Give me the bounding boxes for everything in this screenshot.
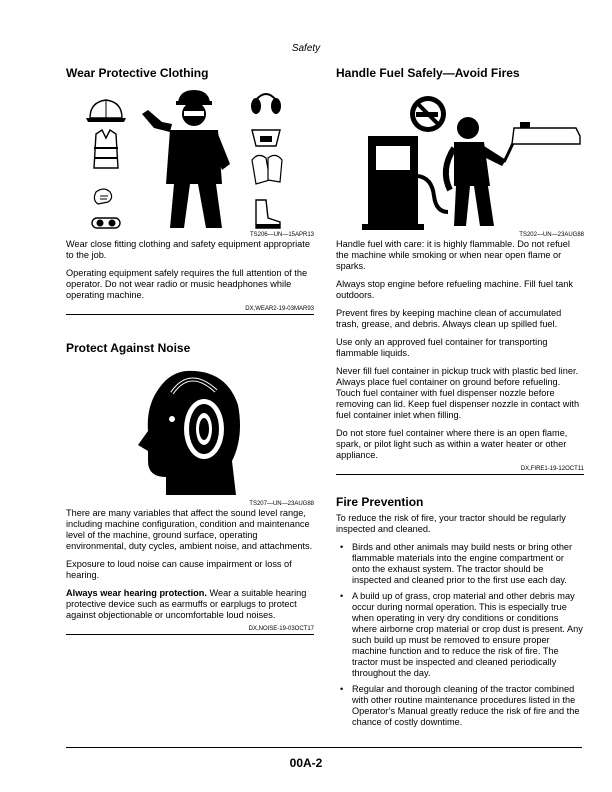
- clothing-title: Wear Protective Clothing: [66, 66, 209, 80]
- emphasis-text: Always wear hearing protection.: [66, 588, 207, 598]
- fuel-tank-icon: [512, 122, 580, 144]
- earmuffs-icon: [251, 94, 281, 114]
- respirator-icon: [252, 130, 280, 146]
- paragraph: Exposure to loud noise can cause impairment or loss of hearing.: [66, 559, 292, 580]
- list-item: • A build up of grass, crop material and other debris may occur during normal operation. This is especially true when operating in very dry conditions or conditions where airborne crop material or crop dust is present. Any such build up must be removed to ensure proper machine function and to reduce the risk of fire. The tractor must be inspected and cleaned periodically throughout the day.: [352, 591, 584, 679]
- figure-caption: TS207—UN—23AUG88: [249, 501, 314, 507]
- clothing-illustration: [66, 88, 314, 239]
- paragraph: Do not store fuel container where there is an open flame, spark, or pilot light such as within a water heater or other appliance.: [336, 428, 568, 460]
- fuel-pump-icon: [362, 136, 448, 230]
- boots-icon: [256, 200, 280, 228]
- paragraph: There are many variables that affect the sound level range, including machine configuration, condition and maintenance level of the machine, ground surface, operating environmental, duty cycles, ambient noise, and attachments.: [66, 508, 313, 551]
- document-code: DX,NOISE-19-03OCT17: [66, 626, 314, 635]
- paragraph: Operating equipment safely requires the full attention of the operator. Do not wear radio or music headphones while operating machine.: [66, 268, 308, 300]
- document-code: DX,WEAR2-19-03MAR93: [66, 306, 314, 315]
- paragraph: Wear close fitting clothing and safety equipment appropriate to the job.: [66, 239, 310, 260]
- no-smoking-icon: [410, 96, 446, 132]
- running-header: Safety: [291, 43, 321, 54]
- paragraph: [66, 588, 314, 621]
- gloves-icon: [94, 189, 111, 204]
- document-code: DX,FIRE1-19-12OCT11: [336, 466, 584, 475]
- fuel-title: Handle Fuel Safely—Avoid Fires: [336, 66, 520, 80]
- goggles-icon: [92, 218, 120, 228]
- refueling-icon: [336, 86, 584, 232]
- left-column: [66, 66, 314, 635]
- paragraph: Use only an approved fuel container for transporting flammable liquids.: [336, 337, 548, 358]
- list-item: • Regular and thorough cleaning of the tractor combined with other routine maintenance procedures listed in the Operator’s Manual greatly reduce the risk of fire and the chance of costly downtime.: [352, 684, 584, 728]
- hard-hat-icon: [86, 100, 126, 122]
- paragraph: Always stop engine before refueling machine. Fill fuel tank outdoors.: [336, 279, 573, 300]
- figure-caption: TS206—UN—15APR13: [249, 232, 314, 238]
- paragraph: Handle fuel with care: it is highly flammable. Do not refuel the machine while smoking or when near open flame or sparks.: [336, 239, 570, 271]
- fire-title: Fire Prevention: [336, 495, 424, 509]
- list-item: • Birds and other animals may build nests or bring other flammable materials into the engine compartment or onto the exhaust system. The tractor should be inspected and cleaned prior to the first use each day.: [352, 542, 584, 586]
- safety-vest-icon: [94, 130, 118, 168]
- hearing-protection-icon: [66, 365, 314, 501]
- fuel-illustration: [336, 86, 584, 239]
- paragraph: Prevent fires by keeping machine clean of accumulated trash, grease, and debris. Always clean up spilled fuel.: [336, 308, 562, 329]
- person-refueling-icon: [446, 117, 506, 226]
- work-gloves-icon: [252, 155, 282, 184]
- page-number: 00A-2: [289, 756, 323, 770]
- right-column: [336, 66, 584, 733]
- figure-caption: TS202—UN—23AUG88: [519, 232, 584, 238]
- protective-clothing-icon: [66, 88, 314, 232]
- emphasis-rest: Wear a suitable hearing protective device such as earmuffs or earplugs to protect against objectionable or uncomfortable loud noises.: [66, 588, 307, 620]
- footer-rule: [66, 747, 582, 748]
- worker-figure-icon: [142, 90, 230, 228]
- paragraph: To reduce the risk of fire, your tractor should be regularly inspected and cleaned.: [336, 513, 566, 534]
- noise-illustration: [66, 365, 314, 508]
- noise-title: Protect Against Noise: [66, 341, 191, 355]
- paragraph: Never fill fuel container in pickup truck with plastic bed liner. Always place fuel container on ground before refueling. Touch fuel container with fuel dispenser nozzle before removing can lid. Keep fuel dispenser nozzle in contact with fuel container inlet when filling.: [336, 366, 580, 420]
- bullet-list: [336, 542, 584, 728]
